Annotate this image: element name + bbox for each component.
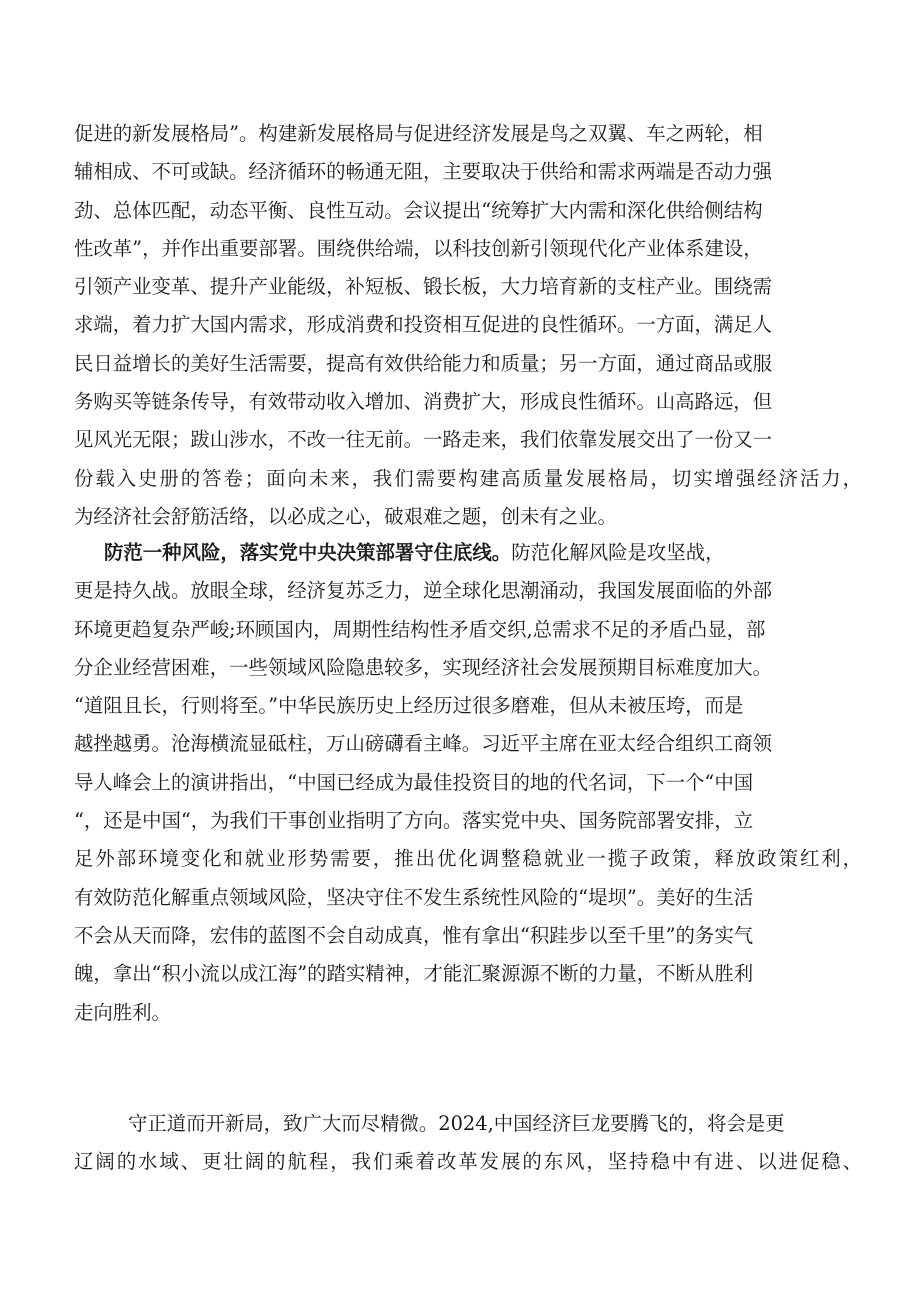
text-line: 辽阔的水域、更壮阔的航程，我们乘着改革发展的东风，坚持稳中有进、以进促稳、 [74,1150,864,1174]
text-line: 足外部环境变化和就业形势需要，推出优化调整稳就业一揽子政策，释放政策红利， [74,847,864,871]
text-line: 性改革”，并作出重要部署。围绕供给端，以科技创新引领现代化产业体系建设， [74,236,763,260]
text-line: 不会从天而降，宏伟的蓝图不会自动成真，惟有拿出“积跬步以至千里”的务实气 [74,923,754,947]
text-line: 促进的新发展格局”。构建新发展格局与促进经济发展是鸟之双翼、车之两轮，相 [74,122,763,145]
text-line: 越挫越勇。沧海横流显砥柱，万山磅礴看主峰。习近平主席在亚太经合组织工商领 [74,732,773,756]
text-line: 分企业经营困难，一些领域风险隐患较多，实现经济社会发展预期目标难度加大。 [74,655,773,679]
paragraph-development-pattern [74,115,864,536]
text-line: 见风光无限；跋山涉水，不改一往无前。一路走来，我们依靠发展交出了一份又一 [74,428,773,452]
text-line [74,534,864,572]
text-line: 求端，着力扩大国内需求，形成消费和投资相互促进的良性循环。一方面，满足人 [74,313,773,337]
text-line: 魄，拿出“积小流以成江海”的踏实精神，才能汇聚源源不断的力量，不断从胜利 [74,962,754,986]
text-line: 守正道而开新局，致广大而尽精微。2024,中国经济巨龙要腾飞的，将会是更 [128,1112,785,1135]
text-line: 引领产业变革、提升产业能级，补短板、锻长板，大力培育新的支柱产业。围绕需 [74,275,773,299]
text-line: 导人峰会上的演讲指出，“中国已经成为最佳投资目的地的代名词，下一个“中国 [74,770,754,794]
text-line: 有效防范化解重点领域风险，坚决守住不发生系统性风险的“堤坝”。美好的生活 [74,885,754,909]
text-line: “道阻且长，行则将至。”中华民族历史上经历过很多磨难，但从未被压垮，而是 [74,694,744,718]
text-line: 民日益增长的美好生活需要，提高有效供给能力和质量；另一方面，通过商品或服 [74,351,773,375]
text-line: 走向胜利。 [74,1000,171,1024]
paragraph-risk-prevention [74,534,864,1032]
text-line: 劲、总体匹配，动态平衡、良性互动。会议提出“统筹扩大内需和深化供给侧结构 [74,198,763,222]
text-line: 更是持久战。放眼全球，经济复苏乏力，逆全球化思潮涌动，我国发展面临的外部 [74,579,773,603]
paragraph-new-chapter [74,1105,864,1182]
text-line: 务购买等链条传导，有效带动收入增加、消费扩大，形成良性循环。山高路远，但 [74,390,773,414]
text-fragment: 防范化解风险是攻坚战， [511,541,725,564]
text-line: 份载入史册的答卷；面向未来，我们需要构建高质量发展格局，切实增强经济活力， [74,466,864,490]
paragraph-lead-heading: 防范一种风险，落实党中央决策部署守住底线。 [104,541,512,564]
text-line: “，还是中国“，为我们干事创业指明了方向。落实党中央、国务院部署安排，立 [74,809,754,833]
text-line: 辅相成、不可或缺。经济循环的畅通无阻，主要取决于供给和需求两端是否动力强 [74,160,773,184]
text-line: 环境更趋复杂严峻;环顾国内，周期性结构性矛盾交织,总需求不足的矛盾凸显，部 [74,617,766,641]
text-line: 为经济社会舒筋活络，以必成之心，破艰难之题，创未有之业。 [74,504,617,528]
